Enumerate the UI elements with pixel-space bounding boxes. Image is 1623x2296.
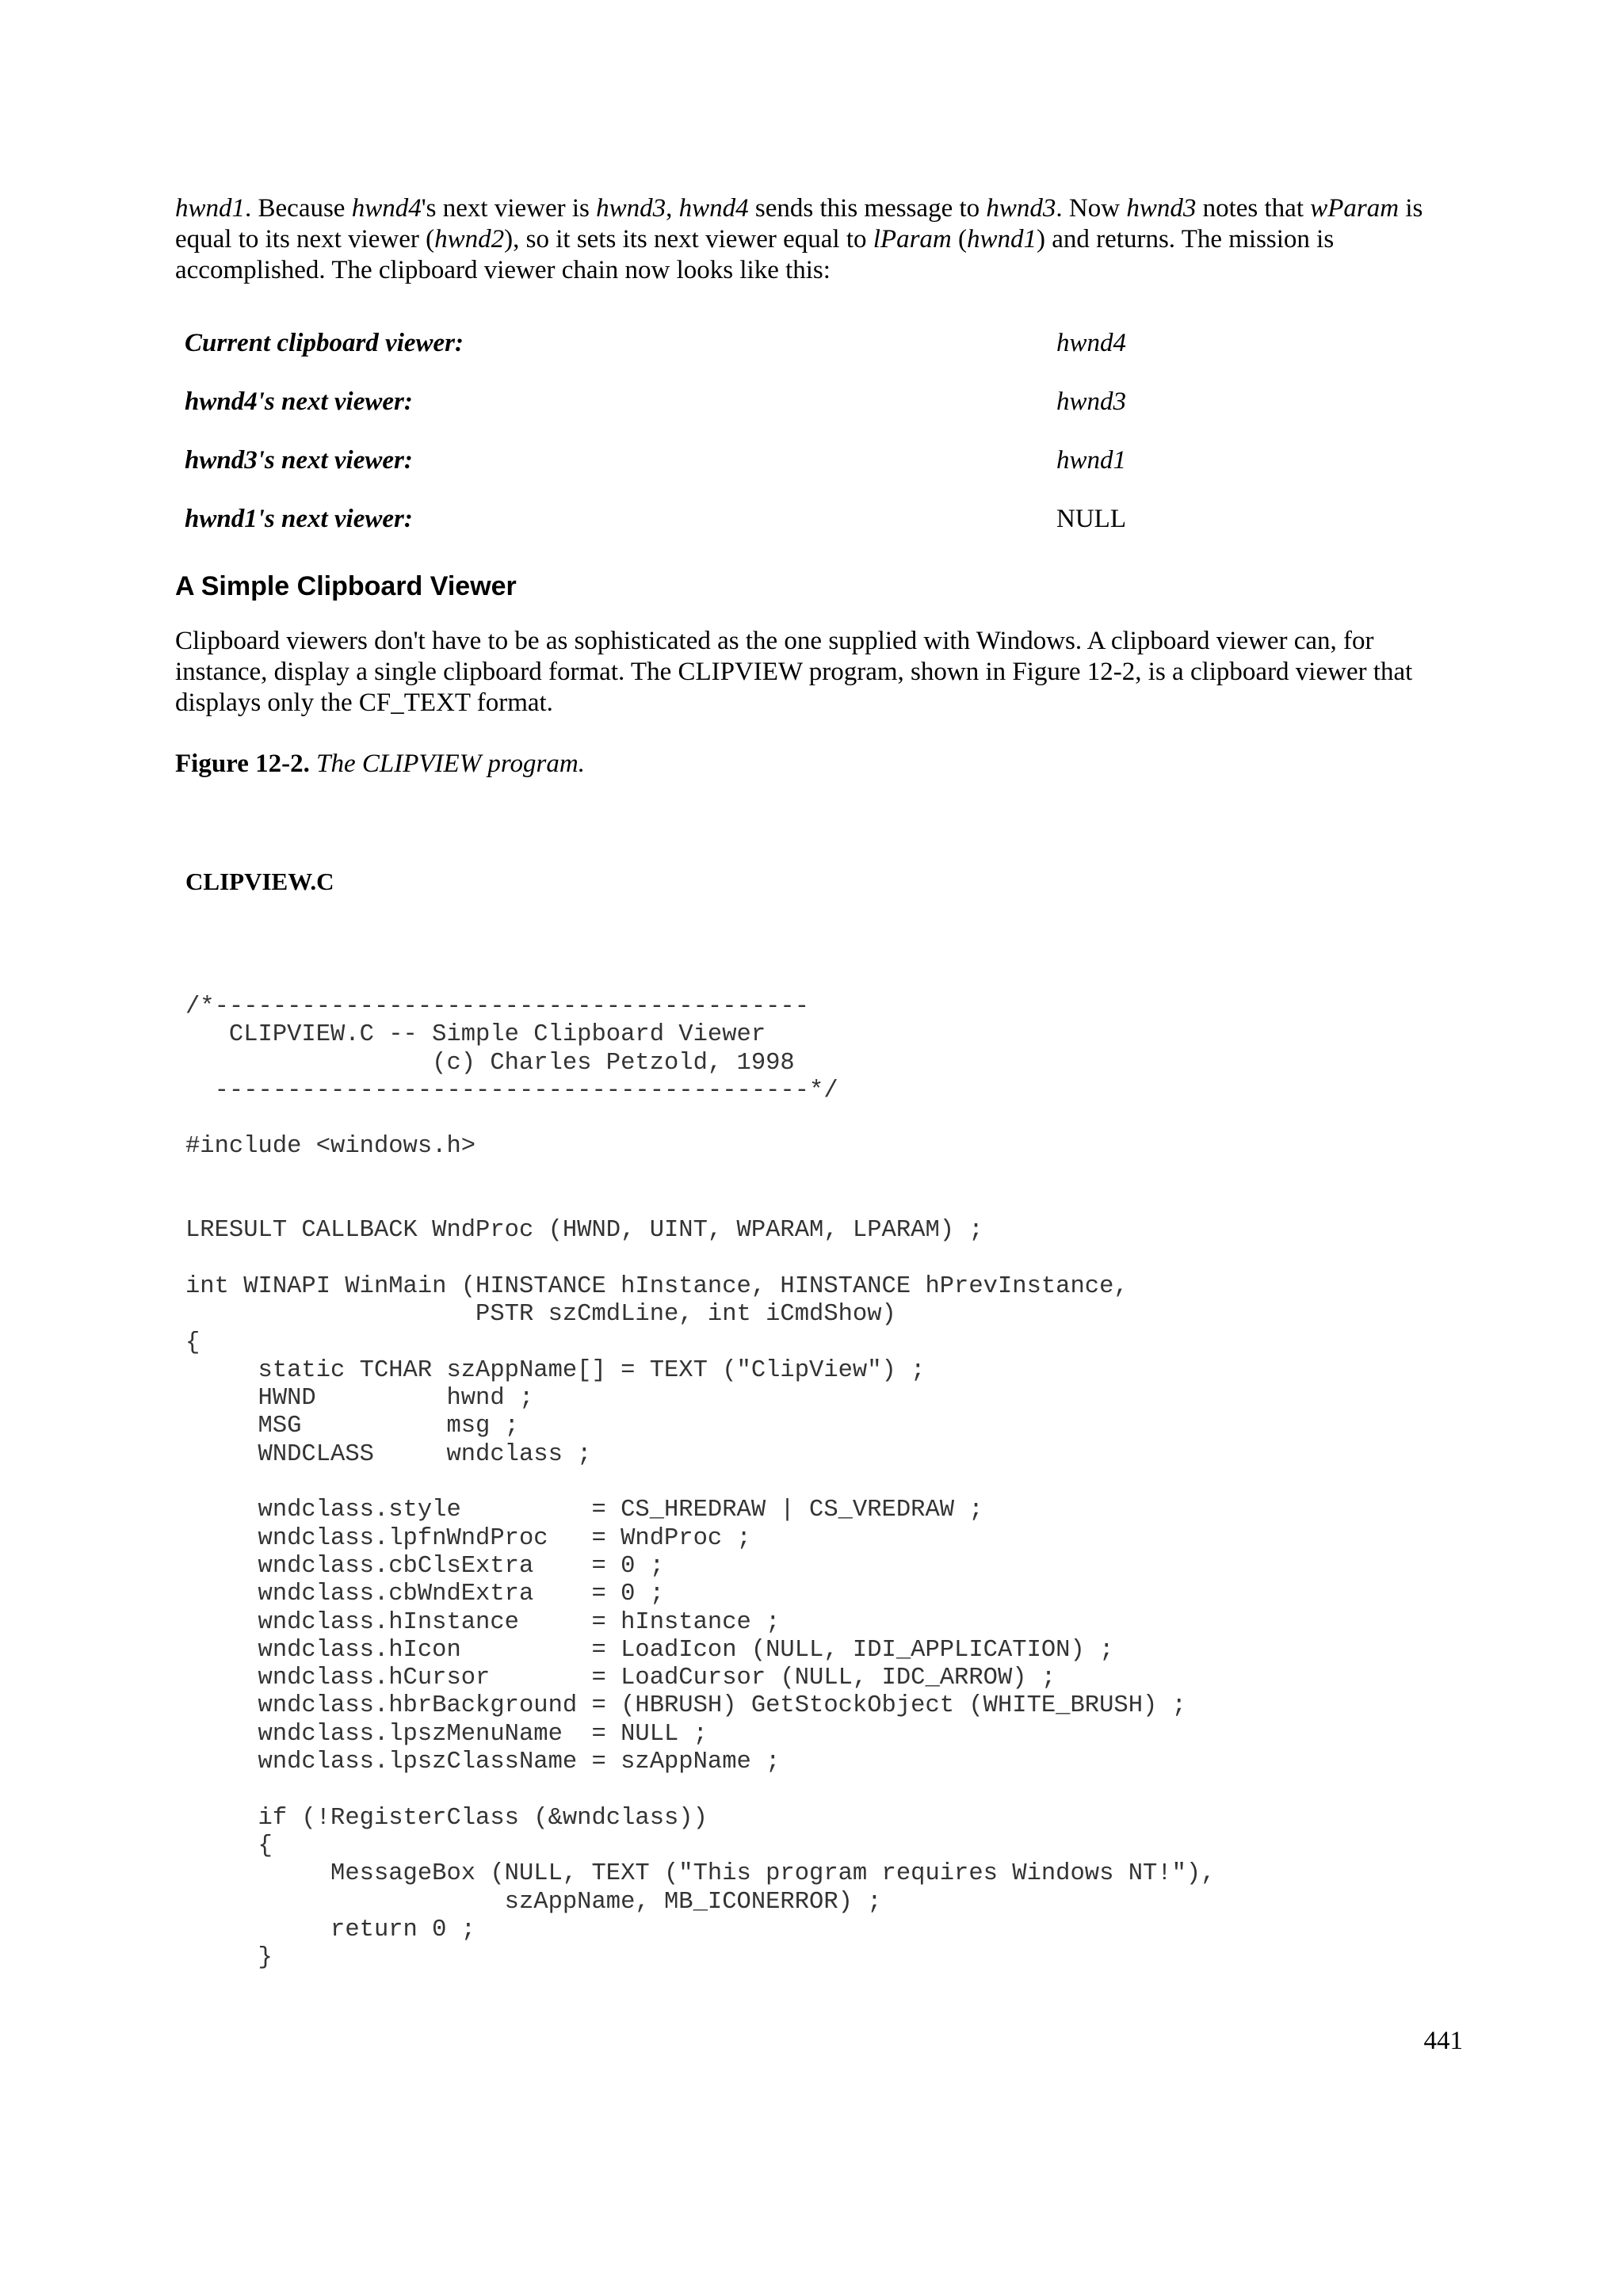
intro-text-span: ) and returns. The mission is accomplished. The clipboard viewer chain now looks like this:	[175, 225, 1335, 284]
listing-filename: CLIPVIEW.C	[185, 868, 334, 895]
code-listing: /*----------------------------------------- CLIPVIEW.C -- Simple Clipboard Viewer (c) Charles Petzold, 1998 -----------------------------------------*/ #include <windows.h> LRESULT CALLBACK WndProc (HWND, UINT, WPARAM, LPARAM) ; int WINAPI WinMain (HINSTANCE hInstance, HINSTANCE hPrevInstance, PSTR szCmdLine, int iCmdShow) { static TCHAR szAppName[] = TEXT ("ClipView") ; HWND hwnd ; MSG msg ; WNDCLASS wndclass ; wndclass.style = CS_HREDRAW | CS_VREDRAW ; wndclass.lpfnWndProc = WndProc ; wndclass.cbClsExtra = 0 ; wndclass.cbWndExtra = 0 ; wndclass.hInstance = hInstance ; wndclass.hIcon = LoadIcon (NULL, IDI_APPLICATION) ; wndclass.hCursor = LoadCursor (NULL, IDC_ARROW) ; wndclass.hbrBackground = (HBRUSH) GetStockObject (WHITE_BRUSH) ; wndclass.lpszMenuName = NULL ; wndclass.lpszClassName = szAppName ; if (!RegisterClass (&wndclass)) { MessageBox (NULL, TEXT ("This program requires Windows NT!"), szAppName, MB_ICONERROR) ; return 0 ; }	[185, 994, 1216, 1972]
intro-text-span: hwnd3	[596, 194, 666, 223]
figure-number: Figure 12-2.	[175, 749, 310, 778]
intro-text-span: ), so it sets its next viewer equal to	[504, 225, 873, 254]
intro-text-span: . Because	[245, 194, 352, 223]
intro-text-span: hwnd1	[175, 194, 246, 223]
intro-text-span: sends this message to	[748, 194, 987, 223]
chain-label: Current clipboard viewer:	[185, 328, 464, 357]
intro-text-span: hwnd2	[434, 225, 505, 254]
intro-text-span: 's next viewer is	[421, 194, 597, 223]
chain-value: NULL	[1056, 504, 1126, 533]
table-row	[185, 314, 1215, 372]
intro-text-span: hwnd3	[986, 194, 1056, 223]
intro-paragraph	[175, 193, 1467, 286]
intro-text-span: ,	[666, 194, 679, 223]
intro-text-span: wParam	[1310, 194, 1400, 223]
intro-text-span: lParam	[873, 225, 952, 254]
intro-text-span: hwnd4	[351, 194, 422, 223]
table-row	[185, 431, 1215, 490]
figure-caption	[175, 748, 585, 780]
table-row	[185, 490, 1215, 548]
table-row	[185, 372, 1215, 431]
intro-text-span: . Now	[1056, 194, 1127, 223]
chain-label: hwnd3's next viewer:	[185, 445, 413, 475]
chain-value: hwnd3	[1056, 387, 1127, 416]
chain-value: hwnd4	[1056, 328, 1127, 357]
intro-text-span: hwnd4	[678, 194, 749, 223]
chain-label: hwnd4's next viewer:	[185, 387, 413, 416]
intro-text-span: (	[951, 225, 967, 254]
intro-text-span: notes that	[1196, 194, 1311, 223]
viewer-chain-table	[185, 314, 1215, 548]
intro-text-span: hwnd3	[1126, 194, 1197, 223]
page-number: 441	[1423, 2027, 1463, 2055]
intro-text-span: hwnd1	[967, 225, 1037, 254]
chain-value: hwnd1	[1056, 445, 1127, 475]
intro-text-span: is equal to its next viewer (	[175, 194, 1423, 254]
figure-title: The CLIPVIEW program.	[316, 749, 585, 778]
section-paragraph: Clipboard viewers don't have to be as sophisticated as the one supplied with Windows. A clipboard viewer can, for instance, display a single clipboard format. The CLIPVIEW program, shown in Figure 12-2, is a clipboard viewer that displays only the CF_TEXT format.	[175, 627, 1413, 717]
section-heading: A Simple Clipboard Viewer	[175, 571, 517, 601]
chain-label: hwnd1's next viewer:	[185, 504, 413, 533]
